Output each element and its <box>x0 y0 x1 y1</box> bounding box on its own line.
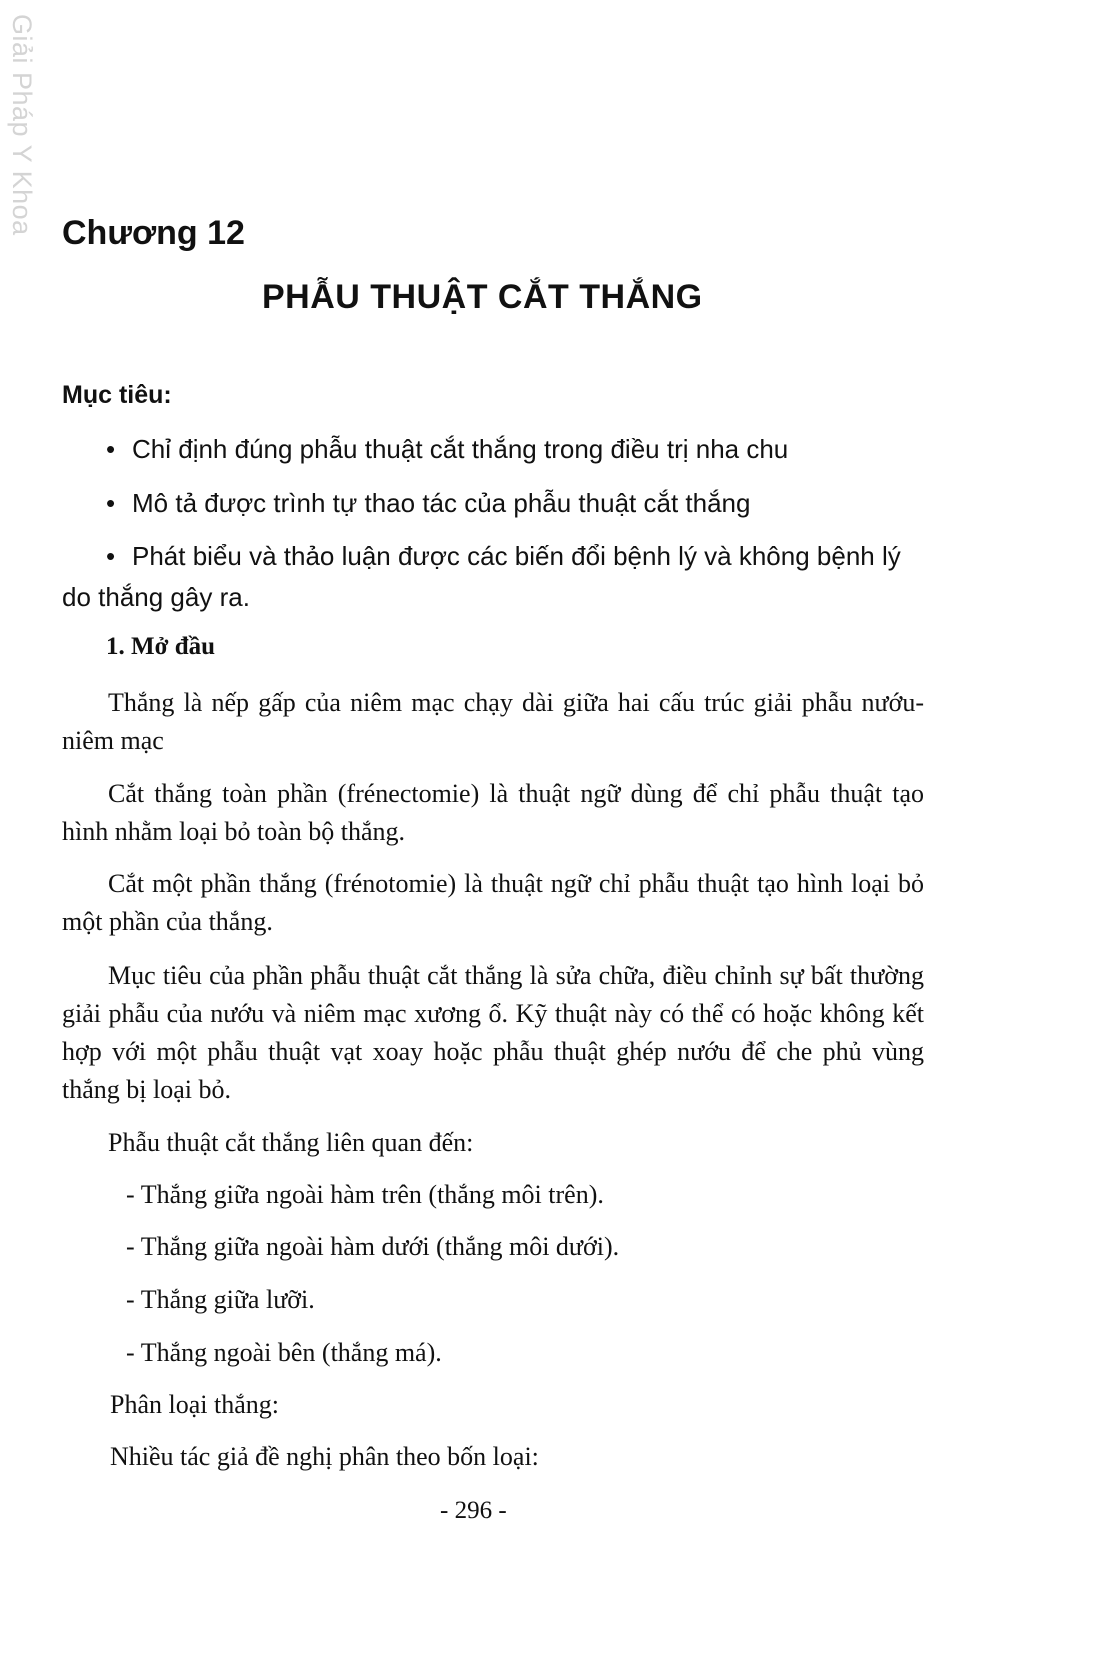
objective-text: Chỉ định đúng phẫu thuật cắt thắng trong điều trị nha chu <box>132 434 789 464</box>
paragraph: Cắt một phần thắng (frénotomie) là thuật ngữ chỉ phẫu thuật tạo hình loại bỏ một phần của thắng. <box>62 869 924 936</box>
objective-text: Mô tả được trình tự thao tác của phẫu thuật cắt thắng <box>132 488 751 518</box>
section-heading: 1. Mở đầu <box>106 633 215 660</box>
bullet-icon: • <box>106 488 116 518</box>
page-number: - 296 - <box>440 1497 507 1524</box>
paragraph: Cắt thắng toàn phần (frénectomie) là thuật ngữ dùng để chỉ phẫu thuật tạo hình nhằm loại bỏ toàn bộ thắng. <box>62 779 924 846</box>
list-item: - Thắng giữa lưỡi. <box>126 1285 315 1314</box>
watermark-text: Giải Pháp Y Khoa <box>7 14 37 236</box>
paragraph: Mục tiêu của phần phẫu thuật cắt thắng là sửa chữa, điều chỉnh sự bất thường giải phẫu của nướu và niêm mạc xương ổ. Kỹ thuật này có thể có hoặc không kết hợp với một phẫu thuật vạt xoay hoặc phẫu thuật ghép nướu để che phủ vùng thắng bị loại bỏ. <box>62 961 924 1104</box>
objective-item <box>106 488 750 519</box>
classification-label: Phân loại thắng: <box>110 1390 279 1419</box>
list-item: - Thắng giữa ngoài hàm dưới (thắng môi dưới). <box>126 1232 620 1261</box>
objective-continuation: do thắng gây ra. <box>62 582 250 612</box>
related-intro: Phẫu thuật cắt thắng liên quan đến: <box>108 1128 474 1157</box>
chapter-title: PHẪU THUẬT CẮT THẮNG <box>262 278 703 316</box>
classification-intro: Nhiều tác giả đề nghị phân theo bốn loại: <box>110 1442 539 1471</box>
objective-text: Phát biểu và thảo luận được các biến đổi bệnh lý và không bệnh lý <box>132 541 901 571</box>
bullet-icon: • <box>106 541 116 571</box>
objective-item <box>106 434 788 465</box>
objectives-heading: Mục tiêu: <box>62 381 172 409</box>
list-item: - Thắng ngoài bên (thắng má). <box>126 1338 442 1367</box>
paragraph: Thắng là nếp gấp của niêm mạc chạy dài giữa hai cấu trúc giải phẫu nướu-niêm mạc <box>62 688 924 755</box>
bullet-icon: • <box>106 434 116 464</box>
objective-item <box>106 541 926 572</box>
list-item: - Thắng giữa ngoài hàm trên (thắng môi trên). <box>126 1180 604 1209</box>
chapter-label: Chương 12 <box>62 214 245 252</box>
